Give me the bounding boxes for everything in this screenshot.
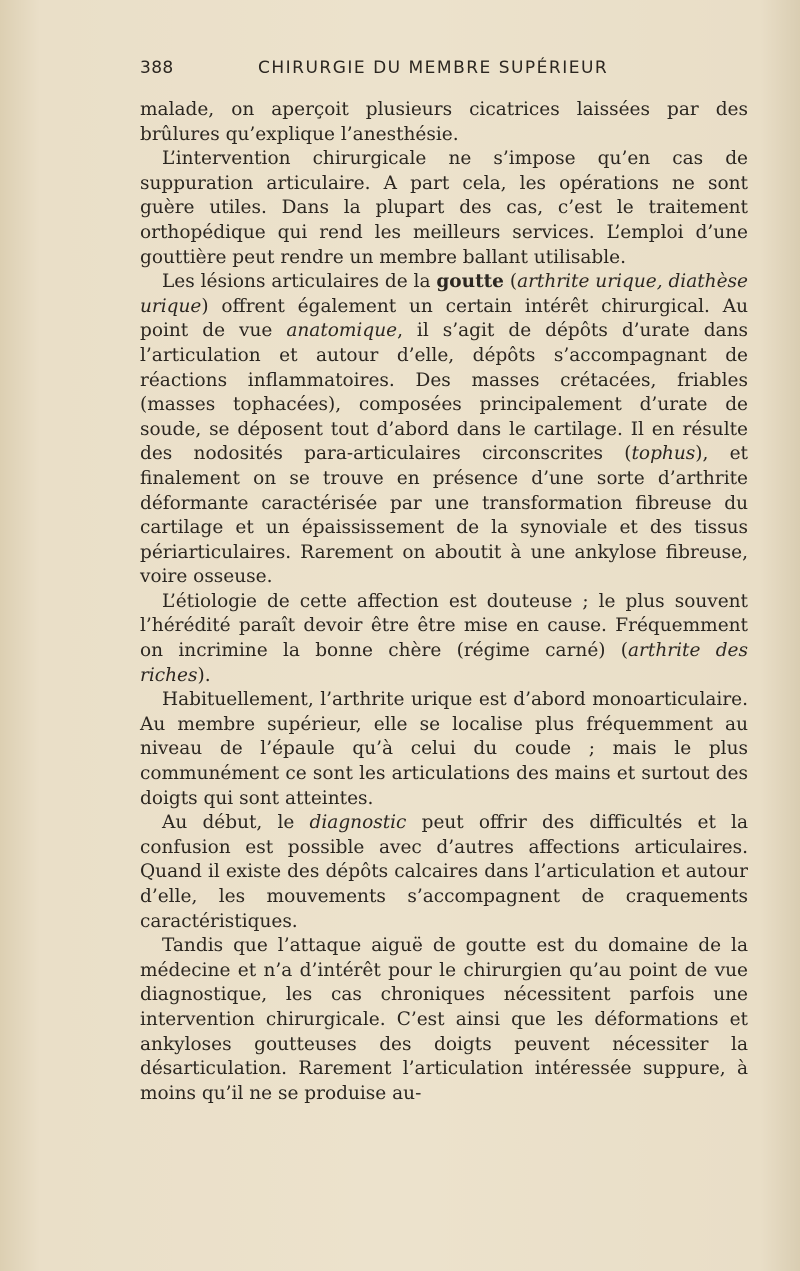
text-span: ), et finalement on se trouve en présence d’une sorte d’arthrite déformante caractérisée par une transformation fibreuse du cartilage et un épaississement de la synoviale et des tissus périarticulaires. Rarement on aboutit à une ankylose fibreuse, voire osseuse. xyxy=(140,443,748,588)
body-text xyxy=(140,98,748,1106)
term-goutte: goutte xyxy=(436,271,504,293)
text-span: , il s’agit de dépôts d’urate dans l’articulation et autour d’elle, dépôts s’accompagnant de réactions inflammatoires. Des masses crétacées, friables (masses tophacées), composées principalement d’urate de soude, se déposent tout d’abord dans le cartilage. Il en résulte des nodosités para-articulaires circonscrites ( xyxy=(140,320,748,465)
text-span: ) offrent également un certain intérêt chirurgical. Au point de vue xyxy=(140,295,748,342)
text-span: peut offrir des difficultés et la confusion est possible avec d’autres affections articulaires. Quand il existe des dépôts calcaires dans l’articulation et autour d’elle, les mouvements s’accompagnent de craquements caractéristiques. xyxy=(140,812,748,932)
page-header xyxy=(140,58,650,84)
paragraph-2: L’intervention chirurgicale ne s’impose qu’en cas de suppuration articulaire. A part cela, les opérations ne sont guère utiles. Dans la plupart des cas, c’est le traitement orthopédique qui rend les meilleurs services. L’emploi d’une gouttière peut rendre un membre ballant utilisable. xyxy=(140,148,748,268)
paragraph-1: malade, on aperçoit plusieurs cicatrices laissées par des brûlures qu’explique l’anesthésie. xyxy=(140,99,748,145)
page-number: 388 xyxy=(140,58,174,78)
text-span: ( xyxy=(503,271,518,293)
italic-term: tophus xyxy=(631,443,696,465)
text-span: Au début, le xyxy=(162,812,310,834)
paragraph-6 xyxy=(140,811,748,934)
paragraph-3 xyxy=(140,270,748,590)
text-span: L’étiologie de cette affection est douteuse ; le plus souvent l’hérédité paraît devoir être être mise en cause. Fréquemment on incrimine la bonne chère (régime carné) ( xyxy=(140,590,748,662)
paragraph-5: Habituellement, l’arthrite urique est d’abord monoarticulaire. Au membre supérieur, elle se localise plus fréquemment au niveau de l’épaule qu’à celui du coude ; mais le plus communément ce sont les articulations des mains et surtout des doigts qui sont atteintes. xyxy=(140,689,748,809)
text-span: ). xyxy=(197,664,211,686)
paragraph-4 xyxy=(140,590,748,688)
text-span: Les lésions articulaires de la xyxy=(162,271,437,293)
italic-term: anatomique xyxy=(286,320,398,342)
running-title: CHIRURGIE DU MEMBRE SUPÉRIEUR xyxy=(258,58,609,78)
italic-term: diagnostic xyxy=(309,812,407,834)
italic-term: arthrite des riches xyxy=(140,640,748,686)
italic-term: arthrite urique, diathèse urique xyxy=(140,271,748,317)
paragraph-7: Tandis que l’attaque aiguë de goutte est du domaine de la médecine et n’a d’intérêt pour le chirurgien qu’au point de vue diagnostique, les cas chroniques nécessitent parfois une intervention chirurgicale. C’est ainsi que les déformations et ankyloses goutteuses des doigts peuvent nécessiter la désarticulation. Rarement l’articulation intéressée suppure, à moins qu’il ne se produise au- xyxy=(140,935,748,1104)
